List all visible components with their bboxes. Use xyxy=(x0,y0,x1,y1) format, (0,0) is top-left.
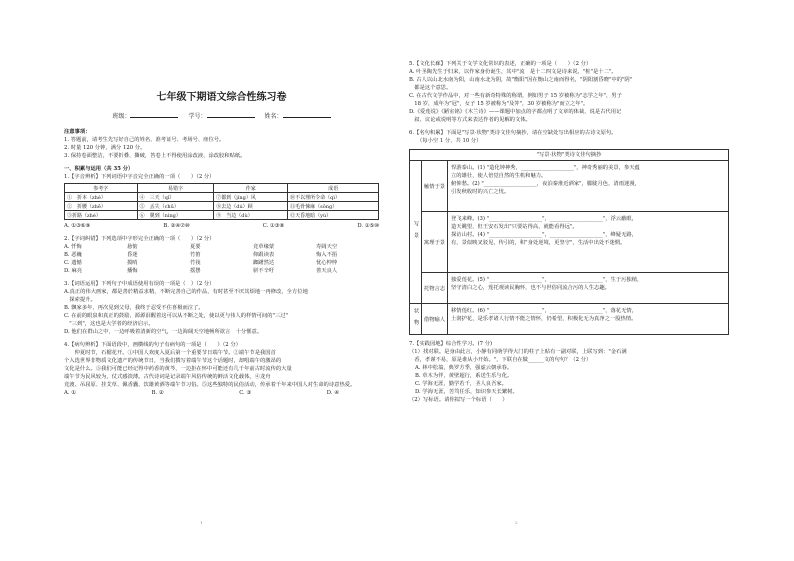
question-7: 7.【实践园地】综合性学习。(7 分) xyxy=(409,341,493,347)
question-5-option-a[interactable]: A. 叶圣陶先生于归来，以作家身份诞生，其中"流 是十二四文是诗来说，"桩"是十二"。 xyxy=(409,69,617,75)
option-c[interactable]: C. ①③⑧ xyxy=(262,223,285,229)
question-3-option-b[interactable]: B. 飘家多年，再次见到父母，我终于忍受不住喜极而泣了。 xyxy=(64,305,204,311)
category-scenery: 写景 xyxy=(410,161,422,304)
question-3: 3.【词语运用】下列句子中成语使用有误的一项是（ ）（2 分） xyxy=(64,281,215,287)
question-7-part-2: （2）写标语。请你拟写一个标语（ ） xyxy=(409,397,508,403)
notes-title: 注意事项： xyxy=(64,129,91,135)
question-5-option-d[interactable]: D.《爱莲说》《陋室铭》《木兰诗》——课题中加点的字都点明了文章的体裁，说是古代用记 xyxy=(409,109,622,115)
note-3: 3. 保持卷面整洁，不要折叠、撕破，答卷上不得使用涂改液、涂改胶和贴纸。 xyxy=(64,153,246,159)
subcategory-label: 借物喻人 xyxy=(422,304,448,334)
question-1-table xyxy=(64,183,379,220)
table-row: ① 折本（zhé） ④ 三天（qǐ） ⑦都到（jìng）风 ⑩不以理所令命（qì） xyxy=(65,193,379,202)
section-1-title: 一、积累与运用（共 35 分） xyxy=(64,166,134,172)
question-4-options xyxy=(64,389,379,397)
class-field[interactable]: 班级： xyxy=(112,111,178,120)
page-number: 1 xyxy=(200,520,203,525)
option-b[interactable]: B. ② xyxy=(151,390,164,396)
right-page xyxy=(397,0,794,561)
category-object: 状物 xyxy=(410,304,422,334)
table-row: 移情莲红。(6) "____________________"，____________________"，落花无情， 土润护花，是乐孝诸人行情不能之情怀，仍希望，积极化无为真净之一股热情。 xyxy=(451,308,637,322)
question-6-subtitle: （每小空 1 分，共 10 分） xyxy=(417,138,482,144)
exam-title: 七年级下期语文综合性练习卷 xyxy=(156,92,287,103)
option-b[interactable]: B. ②④⑦⑩ xyxy=(163,223,190,229)
question-4-paragraph-line: 个入选世界非物质文化遗产的传统节日，当我们撰写着端午节这个话题时，却唱端午的激昂的 xyxy=(64,358,282,364)
question-7-option-b[interactable]: B. 草木为伴，黄壁超行，系送生乐与化。 xyxy=(415,373,513,379)
question-5-option-c[interactable]: C. 在古代文学作品中，对一些有新奇特殊的称谓，例如男子 15 岁被称为"志学之年"，男子 xyxy=(409,93,622,99)
question-5-option-c-cont: 18 岁，成年为"冠"，女子 15 岁被称为"及笄"，30 岁被称为"而立之年"。 xyxy=(409,101,589,107)
question-7-part-1-cont: 香，孝谨不易，原是谁从小开始。"，下联自在做______文的句句？（2 分） xyxy=(409,357,592,363)
note-1: 1. 答题前，请考生先写好自己的姓名、准考证号、考场号、座位号。 xyxy=(64,137,225,143)
question-2-option-b[interactable]: B. 恶巍 昏迷 竹笛 仰跟读表 悔入不捂 xyxy=(64,252,338,258)
option-d[interactable]: D. ①⑤⑩ xyxy=(357,223,379,229)
question-6: 6.【名句积累】下面是"写景·状物"类诗文佳句摘抄，请在空缺处写出相应的古诗文原句。 xyxy=(409,130,617,136)
question-1: 1.【字音辨析】下列词语中字音完全正确的一项（ ）（2 分） xyxy=(64,174,215,180)
poetry-table xyxy=(409,149,729,335)
student-info xyxy=(64,111,379,120)
question-5-option-b[interactable]: B. 古人以山北水南为阳，山南水北为阴，故"衡阳"因在衡山之南而得名，"阴阳割昏晓"中的"阴" xyxy=(409,77,633,83)
subcategory-label: 寓理于景 xyxy=(422,212,448,273)
table-row: ② 折腰（zhē） ⑤ 丢失（chū） ⑧去边（dú）顾 ⑪毛骨悚麻（sǒng） xyxy=(65,202,379,211)
option-a[interactable]: A. ① xyxy=(64,390,76,396)
table-row: 登飞来峰。(3) "____________________"，____________________"，浮云蔽眼， 造天眺望，但王安石发出"只要站得高，就能看得远"。 探访山村。(4) "____________________"，____________________"，峰疑无路， 有，景似映叉驳见，传引的，积"身处逆境，更坚守"，生活中出处不迷惘。 xyxy=(448,212,728,273)
subcategory-label: 触情于景 xyxy=(422,161,448,212)
question-1-options xyxy=(64,222,379,230)
question-3-option-a[interactable]: A.真正的伟大画家，都是善於精益求精，不断完善自己的作品，有时甚至不厌其烦地一再修改，全方位地 xyxy=(64,289,308,295)
table-heading: "写景·状物"类诗文佳句摘抄 xyxy=(410,150,728,161)
page-number: 2 xyxy=(515,520,518,525)
question-5: 5.【文化长廊】下列关于文学文化常识的表述，正确的一项是（ ）（2 分） xyxy=(409,61,592,67)
table-row: 悍游泰山。(1) "造化钟神秀，____________________"，神奇秀丽的美景，参天蕴 立的雄壮，使人倍觉自然的生机和魅力。 俯仰愁。(2) "____________________，夜泊秦淮近酒家"，朦胧月色，清雨迷漫， 引发秋收时的兴亡之忧。 xyxy=(448,161,728,212)
question-4-paragraph-line: 端午节为民风较为，仗式感淡薄。古代诗词是记录端午风俗传统的鲜活文化载体，④龙舟 xyxy=(64,374,271,380)
table-row: ③折路（zhé） ⑥ 翼到（nìng） ⑨ 当边（dù） ⑫天昏地暗（yù） xyxy=(65,211,379,220)
question-2-option-a[interactable]: A. 忏悔 悬惦 夏要 竞草缘蒙 寿阔天空 xyxy=(64,244,338,250)
question-3-option-d[interactable]: D. 他们在群山之中，一边呼吸着清新的空气，一边海阔天空地畅所欲言 十分惬意。 xyxy=(64,329,263,335)
question-7-part-1: （1）找对联。是身由此言，小静有同萌学得大门的柱子上贴有一副对联，上联写到："金石满 xyxy=(409,349,627,355)
question-3-option-a-cont: 探索提升。 xyxy=(64,297,96,303)
question-4-paragraph-line: 文化是什么。③我们可能已经记得中药香的黄芩，一边拒在怀中可能还有几千年前古时流传的大量 xyxy=(64,366,292,372)
question-2-option-c[interactable]: C. 遗憾 摸哨 竹筏 踟躇然达 忧心忡忡 xyxy=(64,260,338,266)
question-7-option-d[interactable]: D. 学海无涯，苦笃任乐，知识参天长繁树。 xyxy=(415,389,518,395)
name-field[interactable]: 姓名： xyxy=(265,111,331,120)
note-2: 2. 时量 120 分钟，满分 120 分。 xyxy=(64,145,146,151)
question-7-option-c[interactable]: C. 学海无涯，勤学若千，圣人良吾家。 xyxy=(415,381,507,387)
question-2-option-d[interactable]: D. 麻亮 播悔 摇摆 骈不辛吁 善天良人 xyxy=(64,268,338,274)
question-3-option-c[interactable]: C. 在前的眼泉和真正的鼓励，源源泪醒着这可以从不断之处，使以更与伟人的样情可间的"三过" xyxy=(64,313,288,319)
question-4: 4.【病句辨析】下面语段中，画横线的句子有病句的一项是（ ）（2 分） xyxy=(64,342,241,348)
question-3-option-c-cont: "三到"，这也是大学者的经济启示。 xyxy=(64,321,154,327)
table-row: 参考字 易错字 作家 成语 xyxy=(65,184,379,193)
table-row: 独爱莲花。(5) "____________________"，____________________"，生于污独植， 坚守清白之心，莲托观读民胸怀，也不与世俗同流合污的人生志趣。 xyxy=(448,273,728,304)
id-field[interactable]: 学号： xyxy=(188,111,254,120)
option-a[interactable]: A. ①③⑥⑨ xyxy=(64,223,91,229)
question-2: 2.【字词纠错】下列选项中字形完全正确的一项（ ）（2 分） xyxy=(64,236,215,242)
question-5-option-d-cont: 叙、议论或说明等方式来表达作者的见解的文体。 xyxy=(409,117,531,123)
question-4-paragraph-line: 竞渡、吊屈原、挂艾草、佩香囊、饮雄黄酒等端午节习俗。⑤这些独特的民俗活动，传承着千年来中国人对生命的诗意热爱。 xyxy=(64,382,356,388)
subcategory-label: 托物言志 xyxy=(422,273,448,304)
question-7-option-a[interactable]: A. 林中松翁，典罗方季，强虚云朝承春。 xyxy=(415,365,513,371)
question-4-paragraph-line: 仲夏时节，石榴花开。①中国人欢度入夏后第一个重要节日端午节。②端午节是我国首 xyxy=(64,350,276,356)
option-d[interactable]: D. ④ xyxy=(326,390,339,396)
question-5-option-b-cont: 都是这个意思。 xyxy=(409,85,452,91)
option-c[interactable]: C. ③ xyxy=(239,390,252,396)
